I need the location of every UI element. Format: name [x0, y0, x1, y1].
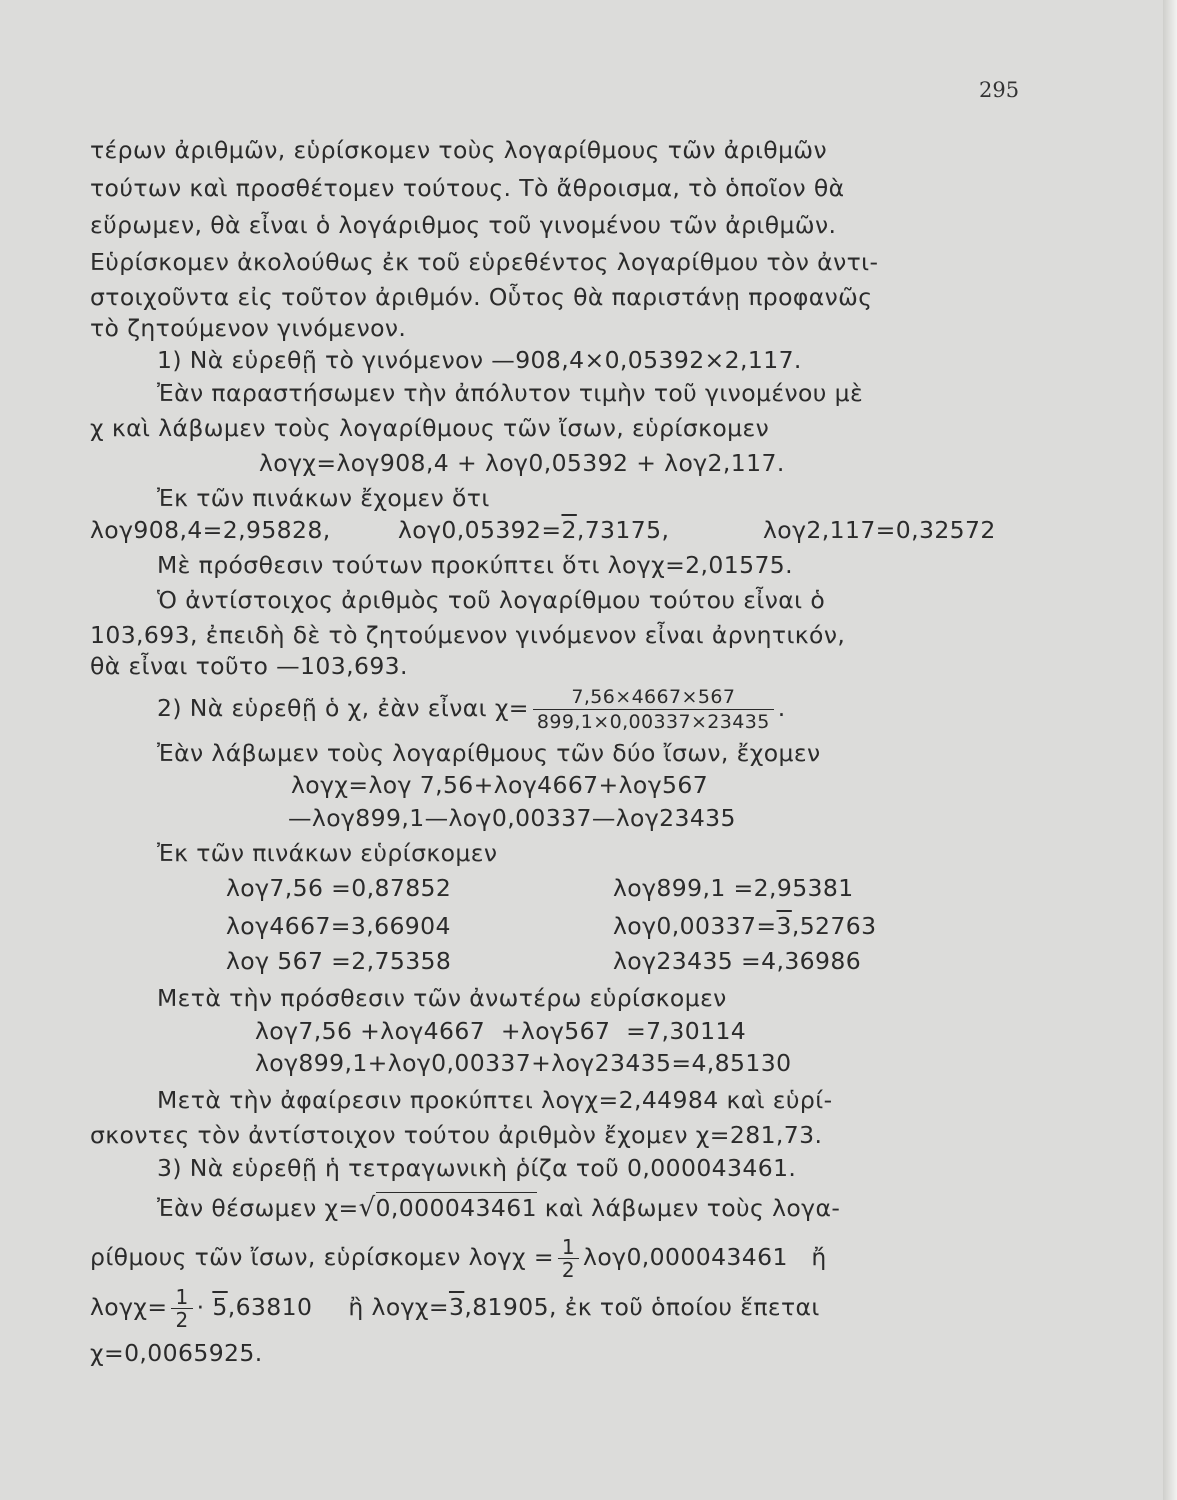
text-segment: ,81905, ἐκ τοῦ ὁποίου ἕπεται: [464, 1293, 820, 1321]
fraction: [171, 1286, 192, 1331]
example-1-title: 1) Νὰ εὑρεθῇ τὸ γινόμενον —908,4×0,05392×2,117.: [157, 346, 802, 374]
multiplication-dot: ·: [196, 1293, 205, 1321]
log-table-cell: [613, 911, 876, 941]
text-line: Ἐκ τῶν πινάκων εὑρίσκομεν: [157, 839, 498, 867]
text-line: Μὲ πρόσθεσιν τούτων προκύπτει ὅτι λογχ=2,01575.: [157, 551, 794, 579]
equation: λογχ=λογ 7,56+λογ4667+λογ567: [291, 771, 709, 799]
log-value: [398, 515, 669, 545]
example-2-text: 2) Νὰ εὑρεθῇ ὁ χ, ἐὰν εἶναι χ=: [157, 694, 529, 722]
text-line: [90, 1282, 820, 1332]
page-edge: [1163, 0, 1177, 1500]
text-segment: λογ0,000043461 ἤ: [583, 1243, 827, 1271]
log-table-cell: λογ7,56 =0,87852: [226, 874, 452, 902]
text-line: στοιχοῦντα εἰς τοῦτον ἀριθμόν. Οὗτος θὰ παριστάνῃ προφανῶς: [90, 283, 873, 311]
log-table-cell: λογ899,1 =2,95381: [613, 874, 854, 902]
log-label: λογ0,00337=: [613, 912, 777, 940]
fraction-denominator: 2: [561, 1258, 576, 1282]
text-segment: καὶ λάβωμεν τοὺς λογα-: [536, 1194, 841, 1222]
text-line: Ἐὰν λάβωμεν τοὺς λογαρίθμους τῶν δύο ἴσων, ἔχομεν: [157, 739, 821, 767]
log-value: λογ908,4=2,95828,: [90, 516, 331, 544]
text-line: χ καὶ λάβωμεν τοὺς λογαρίθμους τῶν ἴσων, εὑρίσκομεν: [90, 414, 770, 442]
example-2-title: [157, 680, 786, 736]
bar-digit: 5: [212, 1293, 228, 1321]
equation: —λογ899,1—λογ0,00337—λογ23435: [288, 804, 736, 832]
equation: λογ899,1+λογ0,00337+λογ23435=4,85130: [255, 1049, 792, 1077]
text-segment: Ἐὰν θέσωμεν χ=: [157, 1194, 359, 1222]
text-line: Μετὰ τὴν πρόσθεσιν τῶν ἀνωτέρω εὑρίσκομεν: [157, 984, 727, 1012]
text-line: 103,693, ἐπειδὴ δὲ τὸ ζητούμενον γινόμενον εἶναι ἀρνητικόν,: [90, 621, 846, 649]
fraction: [533, 685, 774, 734]
text-line: Ἐὰν παραστήσωμεν τὴν ἀπόλυτον τιμὴν τοῦ γινομένου μὲ: [157, 379, 864, 407]
text-line: τὸ ζητούμενον γινόμενον.: [90, 314, 407, 342]
bar-digit: 3: [448, 1293, 465, 1321]
text-segment: ,63810: [227, 1293, 313, 1321]
text-segment: λογχ=: [90, 1293, 168, 1321]
log-table-cell: λογ4667=3,66904: [226, 912, 451, 940]
text-line: θὰ εἶναι τοῦτο —103,693.: [90, 652, 408, 680]
root-sign: √: [358, 1193, 376, 1223]
fraction-numerator: 7,56×4667×567: [533, 685, 774, 710]
bar-digit: 2: [561, 516, 577, 544]
fraction: [558, 1236, 579, 1281]
text-line: [157, 1193, 840, 1223]
fraction-numerator: 1: [558, 1236, 579, 1259]
text-line: εὕρωμεν, θὰ εἶναι ὁ λογάριθμος τοῦ γινομένου τῶν ἀριθμῶν.: [90, 211, 837, 239]
text-line: τούτων καὶ προσθέτομεν τούτους. Τὸ ἄθροισμα, τὸ ὁποῖον θὰ: [90, 174, 845, 202]
text-line: [90, 1232, 827, 1282]
text-line: Ὁ ἀντίστοιχος ἀριθμὸς τοῦ λογαρίθμου τούτου εἶναι ὁ: [157, 586, 826, 614]
text-line: χ=0,0065925.: [90, 1339, 263, 1367]
text-line-content: τέρων ἀριθμῶν, εὑρίσκομεν τοὺς λογαρίθμους τῶν ἀριθμῶν: [90, 136, 828, 164]
text-line: Ἐκ τῶν πινάκων ἔχομεν ὅτι: [157, 484, 490, 512]
log-mantissa: ,73175,: [576, 516, 670, 544]
fraction-numerator: 1: [171, 1286, 192, 1309]
text-line: [90, 135, 1017, 165]
text-line: Μετὰ τὴν ἀφαίρεσιν προκύπτει λογχ=2,44984 καὶ εὑρί-: [157, 1086, 833, 1114]
text-line: σκοντες τὸν ἀντίστοιχον τούτου ἀριθμὸν ἔχομεν χ=281,73.: [90, 1121, 823, 1149]
fraction-denominator: 899,1×0,00337×23435: [536, 711, 770, 733]
equation: λογχ=λογ908,4 + λογ0,05392 + λογ2,117.: [259, 449, 785, 477]
log-table-cell: λογ 567 =2,75358: [226, 947, 452, 975]
period: .: [777, 694, 786, 722]
text-segment: ἢ λογχ=: [348, 1293, 449, 1321]
text-segment: ρίθμους τῶν ἴσων, εὑρίσκομεν λογχ =: [90, 1243, 554, 1271]
log-mantissa: ,52763: [791, 912, 877, 940]
page-number: 295: [979, 78, 1020, 102]
root-argument: 0,000043461: [375, 1194, 537, 1222]
log-label: λογ0,05392=: [398, 516, 562, 544]
example-3-title: 3) Νὰ εὑρεθῇ ἡ τετραγωνικὴ ῥίζα τοῦ 0,000043461.: [157, 1154, 797, 1182]
bar-digit: 3: [776, 912, 792, 940]
fraction-denominator: 2: [175, 1308, 189, 1332]
text-line: Εὑρίσκομεν ἀκολούθως ἐκ τοῦ εὑρεθέντος λογαρίθμου τὸν ἀντι-: [90, 248, 879, 276]
equation: λογ7,56 +λογ4667 +λογ567 =7,30114: [255, 1017, 747, 1045]
log-table-cell: λογ23435 =4,36986: [613, 947, 862, 975]
log-value: λογ2,117=0,32572: [763, 516, 996, 544]
